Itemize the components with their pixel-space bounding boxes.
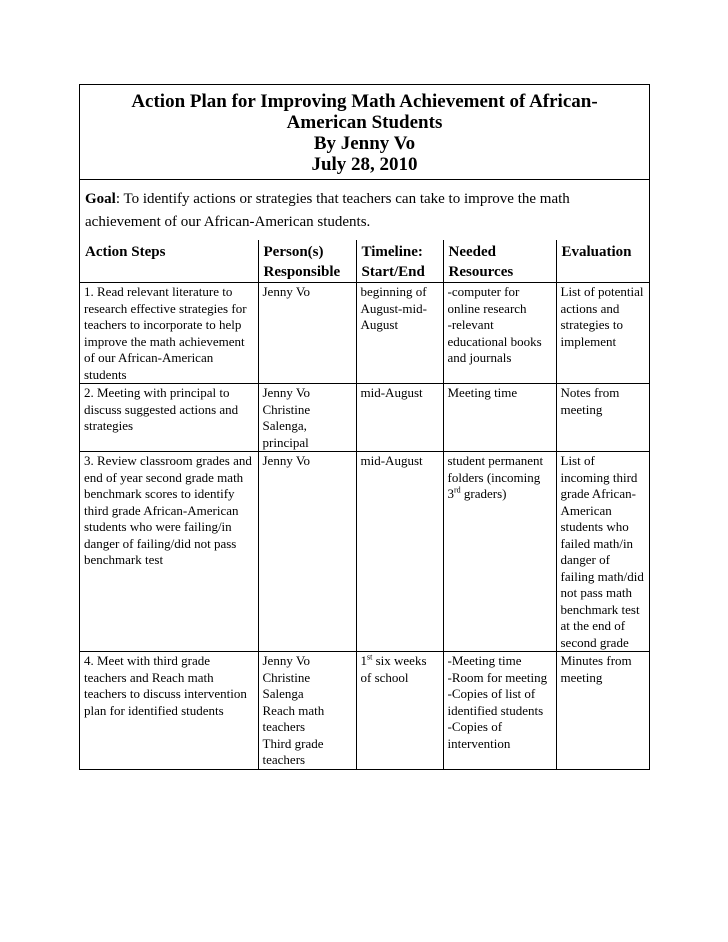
- cell-action: 3. Review classroom grades and end of year second grade math benchmark scores to identify third grade African-American students who were failing/in danger of failing/did not pass benchmark test: [80, 452, 258, 652]
- cell-person: Jenny Vo Christine Salenga, principal: [258, 384, 356, 452]
- resources-text-pre: student permanent folders (incoming 3: [447, 453, 544, 501]
- column-header-evaluation: Evaluation: [556, 240, 649, 283]
- date: July 28, 2010: [311, 154, 418, 175]
- title-line-1: Action Plan for Improving Math Achievement of African-: [131, 91, 598, 112]
- timeline-text-pre: 1: [360, 653, 367, 668]
- cell-resources: -Meeting time -Room for meeting -Copies of list of identified students -Copies of intervention: [443, 652, 556, 769]
- cell-evaluation: Minutes from meeting: [556, 652, 649, 769]
- table-header-row: [80, 240, 649, 283]
- resources-text-post: graders): [460, 486, 507, 501]
- cell-resources: [443, 452, 556, 652]
- cell-person: Jenny Vo Christine Salenga Reach math teachers Third grade teachers: [258, 652, 356, 769]
- table-row: [80, 452, 649, 652]
- column-header-action-steps: Action Steps: [80, 240, 258, 283]
- goal-statement: [80, 180, 649, 240]
- column-header-needed-resources: Needed Resources: [443, 240, 556, 283]
- table-row: [80, 283, 649, 384]
- title-line-2: American Students: [286, 112, 443, 133]
- cell-resources: -computer for online research -relevant educational books and journals: [443, 283, 556, 384]
- cell-action: 4. Meet with third grade teachers and Reach math teachers to discuss intervention plan for identified students: [80, 652, 258, 769]
- document-header: [80, 85, 649, 180]
- action-plan-table: [80, 240, 649, 769]
- cell-timeline: mid-August: [356, 384, 443, 452]
- cell-action: 2. Meeting with principal to discuss suggested actions and strategies: [80, 384, 258, 452]
- cell-action: 1. Read relevant literature to research effective strategies for teachers to incorporate to help improve the math achievement of our African-American students: [84, 284, 247, 382]
- cell-timeline: beginning of August-mid-August: [356, 283, 443, 384]
- cell-resources: Meeting time: [443, 384, 556, 452]
- column-header-timeline: Timeline: Start/End: [356, 240, 443, 283]
- action-plan-document: [79, 84, 650, 770]
- goal-text: : To identify actions or strategies that teachers can take to improve the math achievement of our African-American students.: [85, 191, 570, 230]
- table-row: [80, 652, 649, 769]
- author: By Jenny Vo: [313, 133, 416, 154]
- cell-timeline: [356, 652, 443, 769]
- cell-evaluation: Notes from meeting: [556, 384, 649, 452]
- cell-evaluation: List of incoming third grade African-American students who failed math/in danger of failing math/did not pass math benchmark test at the end of second grade: [556, 452, 649, 652]
- cell-person: Jenny Vo: [258, 283, 356, 384]
- cell-evaluation: List of potential actions and strategies to implement: [556, 283, 649, 384]
- cell-person: Jenny Vo: [258, 452, 356, 652]
- goal-label: Goal: [85, 191, 116, 207]
- table-row: [80, 384, 649, 452]
- ordinal-suffix: rd: [454, 485, 461, 495]
- timeline-text-post: six weeks of school: [360, 653, 427, 685]
- cell-timeline: mid-August: [356, 452, 443, 652]
- ordinal-suffix: st: [367, 652, 373, 662]
- column-header-persons-responsible: Person(s) Responsible: [258, 240, 356, 283]
